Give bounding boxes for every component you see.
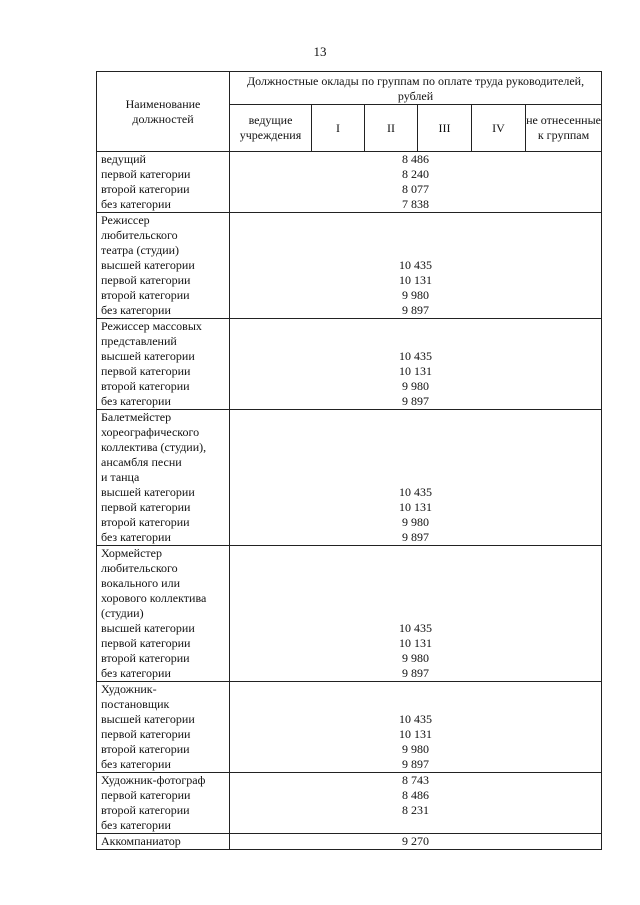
position-names-cell	[97, 410, 230, 546]
salary-value	[230, 591, 601, 606]
salary-value	[230, 682, 601, 697]
salary-value	[230, 470, 601, 485]
position-section-row	[97, 152, 602, 213]
position-name-line: второй категории	[101, 742, 190, 756]
position-name-line: первой категории	[101, 364, 191, 378]
salary-value: 9 897	[402, 666, 430, 680]
salary-values-cell	[230, 410, 602, 546]
header-salary-groups: Должностные оклады по группам по оплате труда руководителей, рублей	[230, 72, 602, 105]
position-name-line: без категории	[101, 666, 171, 680]
position-name-line: второй категории	[101, 379, 190, 393]
position-section-row	[97, 834, 602, 850]
salary-value: 10 435	[399, 485, 433, 499]
salary-value	[230, 606, 601, 621]
position-name-line: второй категории	[101, 182, 190, 196]
position-name-line: без категории	[101, 394, 171, 408]
salary-value: 9 897	[402, 394, 430, 408]
salary-value: 10 131	[399, 636, 433, 650]
position-name-line: второй категории	[101, 288, 190, 302]
position-name-line: Хормейстер	[101, 546, 162, 560]
salary-values-cell	[230, 834, 602, 850]
position-name-line: первой категории	[101, 636, 191, 650]
header-not-assigned: не отнесенные к группам	[526, 105, 602, 152]
salary-value: 8 486	[402, 152, 430, 166]
position-name-line: коллектива (студии),	[101, 440, 207, 454]
salary-values-cell	[230, 213, 602, 319]
position-name-line: без категории	[101, 818, 171, 832]
salary-table	[96, 71, 602, 850]
salary-value: 10 131	[399, 727, 433, 741]
salary-values-cell	[230, 319, 602, 410]
header-position-name: Наименование должностей	[97, 72, 230, 152]
page-number: 13	[313, 44, 327, 59]
position-names-cell	[97, 213, 230, 319]
position-names-cell	[97, 773, 230, 834]
position-name-line: постановщик	[101, 697, 170, 711]
position-name-line: любительского	[101, 228, 178, 242]
salary-value: 7 838	[402, 197, 430, 211]
position-name-line: первой категории	[101, 273, 191, 287]
position-name-line: первой категории	[101, 500, 191, 514]
salary-value	[230, 410, 601, 425]
position-names-cell	[97, 682, 230, 773]
position-section-row	[97, 682, 602, 773]
salary-value: 8 077	[402, 182, 430, 196]
salary-table-body	[97, 152, 602, 850]
header-leading-institutions: ведущие учреждения	[230, 105, 312, 152]
salary-value	[230, 440, 601, 455]
salary-value	[230, 546, 601, 561]
salary-value	[230, 576, 601, 591]
salary-value: 9 980	[402, 379, 430, 393]
position-name-line: первой категории	[101, 727, 191, 741]
position-names-cell	[97, 834, 230, 850]
header-group-2: II	[365, 105, 418, 152]
position-section-row	[97, 319, 602, 410]
salary-value	[230, 455, 601, 470]
position-name-line: второй категории	[101, 651, 190, 665]
position-name-line: первой категории	[101, 788, 191, 802]
position-name-line: и танца	[101, 470, 140, 484]
salary-value	[230, 213, 601, 228]
position-name-line: первой категории	[101, 167, 191, 181]
salary-value: 8 240	[402, 167, 430, 181]
salary-value: 8 743	[402, 773, 430, 787]
header-group-4: IV	[472, 105, 526, 152]
position-names-cell	[97, 152, 230, 213]
salary-values-cell	[230, 546, 602, 682]
salary-value: 10 131	[399, 273, 433, 287]
position-name-line: Художник-фотограф	[101, 773, 206, 787]
position-name-line: высшей категории	[101, 349, 195, 363]
salary-value: 9 980	[402, 515, 430, 529]
salary-value: 9 897	[402, 530, 430, 544]
salary-values-cell	[230, 682, 602, 773]
salary-value	[230, 425, 601, 440]
position-name-line: второй категории	[101, 803, 190, 817]
salary-values-cell	[230, 152, 602, 213]
position-names-cell	[97, 546, 230, 682]
salary-value: 8 486	[402, 788, 430, 802]
position-name-line: Художник-	[101, 682, 157, 696]
position-section-row	[97, 546, 602, 682]
salary-value	[230, 561, 601, 576]
position-name-line: (студии)	[101, 606, 144, 620]
salary-value: 9 897	[402, 757, 430, 771]
header-group-3: III	[418, 105, 472, 152]
position-section-row	[97, 410, 602, 546]
salary-value: 9 270	[402, 834, 430, 848]
position-name-line: без категории	[101, 757, 171, 771]
salary-value: 9 897	[402, 303, 430, 317]
position-name-line: хореографического	[101, 425, 200, 439]
salary-value: 9 980	[402, 651, 430, 665]
salary-value	[230, 243, 601, 258]
salary-value: 10 435	[399, 621, 433, 635]
position-name-line: театра (студии)	[101, 243, 180, 257]
position-section-row	[97, 773, 602, 834]
salary-value: 10 435	[399, 712, 433, 726]
salary-value: 10 435	[399, 349, 433, 363]
salary-value	[230, 697, 601, 712]
header-group-1: I	[312, 105, 365, 152]
position-name-line: хорового коллектива	[101, 591, 207, 605]
salary-value: 9 980	[402, 288, 430, 302]
position-name-line: Режиссер	[101, 213, 150, 227]
salary-value	[230, 228, 601, 243]
position-name-line: представлений	[101, 334, 177, 348]
position-name-line: высшей категории	[101, 485, 195, 499]
position-name-line: высшей категории	[101, 258, 195, 272]
salary-value: 8 231	[402, 803, 430, 817]
salary-value: 10 435	[399, 258, 433, 272]
position-section-row	[97, 213, 602, 319]
salary-value: 10 131	[399, 364, 433, 378]
position-name-line: второй категории	[101, 515, 190, 529]
salary-value	[230, 334, 601, 349]
position-name-line: вокального или	[101, 576, 181, 590]
position-name-line: Режиссер массовых	[101, 319, 202, 333]
salary-value	[230, 319, 601, 334]
salary-value: 9 980	[402, 742, 430, 756]
position-name-line: любительского	[101, 561, 178, 575]
position-names-cell	[97, 319, 230, 410]
position-name-line: Балетмейстер	[101, 410, 172, 424]
position-name-line: высшей категории	[101, 621, 195, 635]
position-name-line: ведущий	[101, 152, 146, 166]
position-name-line: без категории	[101, 303, 171, 317]
salary-value: 10 131	[399, 500, 433, 514]
position-name-line: Аккомпаниатор	[101, 834, 181, 848]
position-name-line: высшей категории	[101, 712, 195, 726]
position-name-line: ансамбля песни	[101, 455, 182, 469]
salary-values-cell	[230, 773, 602, 834]
position-name-line: без категории	[101, 197, 171, 211]
position-name-line: без категории	[101, 530, 171, 544]
